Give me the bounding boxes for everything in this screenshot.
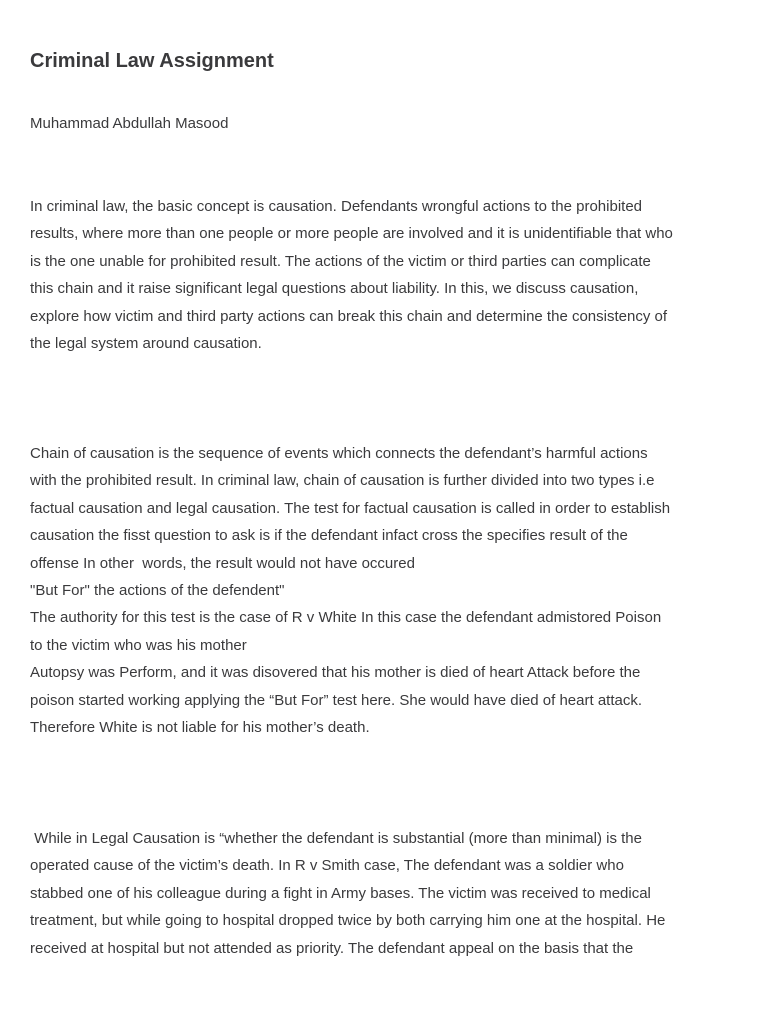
paragraph-line: Autopsy was Perform, and it was disovered that his mother is died of heart Attack before the (30, 664, 641, 682)
paragraph-line: results, where more than one people or more people are involved and it is unidentifiable that who (30, 225, 673, 243)
document-title: Criminal Law Assignment (30, 50, 274, 72)
paragraph-line: operated cause of the victim’s death. In R v Smith case, The defendant was a soldier who (30, 857, 624, 875)
paragraph-introduction (30, 193, 673, 357)
paragraph-chain-of-causation (30, 440, 670, 741)
paragraph-line: "But For" the actions of the defendent" (30, 582, 285, 600)
paragraph-line: the legal system around causation. (30, 335, 262, 353)
paragraph-line: with the prohibited result. In criminal law, chain of causation is further divided into two types i.e (30, 472, 655, 490)
paragraph-line: The authority for this test is the case of R v White In this case the defendant admistored Poison (30, 609, 662, 627)
paragraph-line: causation the fisst question to ask is if the defendant infact cross the specifies result of the (30, 527, 628, 545)
paragraph-line: to the victim who was his mother (30, 636, 247, 654)
paragraph-line: Therefore White is not liable for his mother’s death. (30, 719, 370, 737)
paragraph-line: stabbed one of his colleague during a fight in Army bases. The victim was received to medical (30, 884, 651, 902)
paragraph-line: In criminal law, the basic concept is causation. Defendants wrongful actions to the prohibited (30, 198, 643, 215)
paragraph-line: offense In other words, the result would not have occured (30, 554, 415, 572)
paragraph-legal-causation (30, 825, 665, 962)
paragraph-line: poison started working applying the “But For” test here. She would have died of heart attack. (30, 691, 643, 709)
paragraph-line: Chain of causation is the sequence of events which connects the defendant’s harmful actions (30, 445, 648, 462)
paragraph-line: this chain and it raise significant legal questions about liability. In this, we discuss causation, (30, 280, 639, 298)
document-author: Muhammad Abdullah Masood (30, 115, 229, 132)
paragraph-line: received at hospital but not attended as priority. The defendant appeal on the basis that the (30, 939, 634, 957)
paragraph-line: treatment, but while going to hospital dropped twice by both carrying him one at the hospital. He (30, 912, 666, 930)
paragraph-line: explore how victim and third party actions can break this chain and determine the consistency of (30, 307, 668, 325)
paragraph-line: While in Legal Causation is “whether the defendant is substantial (more than minimal) is the (30, 830, 642, 847)
paragraph-line: factual causation and legal causation. The test for factual causation is called in order to establish (30, 499, 671, 517)
paragraph-line: is the one unable for prohibited result. The actions of the victim or third parties can complicate (30, 252, 651, 270)
